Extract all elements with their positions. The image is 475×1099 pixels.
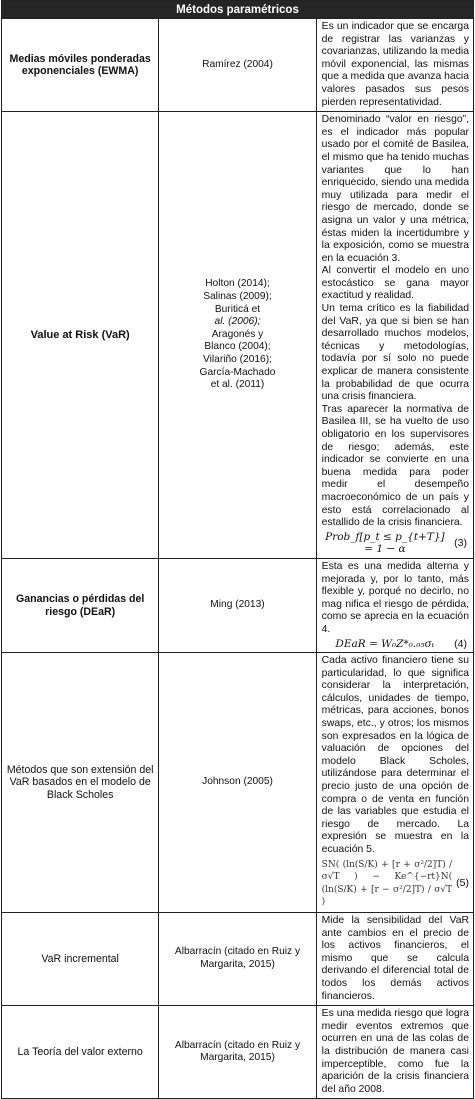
- equation-number: (3): [454, 537, 467, 550]
- equation-formula: SN( (ln(S/K) + [r + σ²/2]T) / σ√T ) − Ke^{−rt}N( (ln(S/K) + [r − σ²/2]T) / σ√T ): [321, 859, 453, 908]
- table-row: [2, 912, 474, 1005]
- equation-number: (5): [456, 877, 469, 890]
- description-paragraph: Denominado “valor en riesgo”, es el indicador más popular usado por el comité de Basilea, el mismo que ha tenido muchas variantes que lo han enriquecido, siendo una medida muy utilizada para medir el riesgo de mercado, donde se asigna un valor y una métrica, éstas miden la incertidumbre y la exposición, como se muestra en la ecuación 3.: [321, 114, 469, 264]
- table-row: [2, 19, 474, 112]
- method-authors: Johnson (2005): [159, 653, 316, 913]
- equation-4: [322, 638, 467, 651]
- author-line: Salinas (2009);: [203, 290, 272, 302]
- method-description: [316, 912, 473, 1005]
- method-name: Medias móviles ponderadas exponenciales (EWMA): [2, 19, 159, 112]
- method-name: Ganancias o pérdidas del riesgo (DEaR): [2, 558, 159, 652]
- description-paragraph: Es una medida riesgo que logra medir eventos extremos que ocurren en una de las colas de la distribución de manera casi imperceptible, como fue la aparición de la crisis financiera del año 2008.: [321, 1008, 469, 1095]
- method-description: [316, 112, 473, 559]
- method-name: Métodos que son extensión del VaR basados en el modelo de Black Scholes: [2, 653, 159, 913]
- author-line: Vilariño (2016);: [203, 353, 272, 365]
- parametric-methods-table: [1, 0, 474, 1099]
- author-line: García-Machado: [199, 366, 276, 378]
- table-row: [2, 1006, 474, 1099]
- method-description: [316, 558, 473, 652]
- author-line: et al. (2011): [210, 379, 265, 391]
- equation-5: [322, 859, 469, 909]
- method-authors: Albarracín (citado en Ruiz y Margarita, 2015): [159, 1006, 316, 1099]
- author-line: Buriticá et: [214, 303, 261, 315]
- description-paragraph: Mide la sensibilidad del VaR ante cambios en el precio de los activos financieros, el mismo que se calcula derivando el diferencial total de todos los demás activos financieros.: [321, 914, 469, 1002]
- method-authors: Ming (2013): [159, 558, 316, 652]
- table-header: Métodos paramétricos: [2, 1, 474, 19]
- method-name: Value at Risk (VaR): [2, 112, 159, 559]
- author-line: Holton (2014);: [205, 278, 270, 290]
- method-description: [316, 653, 473, 913]
- description-paragraph: Un tema crítico es la fiabilidad del VaR, ya que si bien se han desarrollado muchos modelos, técnicas y metodologías, todavía por sí solo no puede explicar de manera consistente la probabilidad de que ocurra una crisis financiera.: [321, 303, 469, 403]
- description-paragraph: Esta es una medida alterna y mejorada y, por lo tanto, más flexible y, porqué no decirlo, no mag nifica el riesgo de pérdida, como se aprecia en la ecuación 4.: [321, 560, 469, 635]
- author-line: Blanco (2004);: [204, 341, 271, 353]
- author-line: al. (2006);: [214, 316, 261, 328]
- description-paragraph: Cada activo financiero tiene su particularidad, lo que significa considerar la interpretación, cálculos, unidades de tiempo, métricas, para acciones, bonos swaps, etc., y otros; los mismos son expresados en la lógica de valuación de opciones del modelo Black Scholes, utilizándose para determinar el precio justo de una opción de compra o de venta en función de las variables que estudia el riesgo de mercado. La expresión se muestra en la ecuación 5.: [321, 655, 469, 855]
- table-row: [2, 653, 474, 913]
- method-authors: Ramírez (2004): [159, 19, 316, 112]
- method-description: [316, 19, 473, 112]
- equation-formula: Prob_f[p_t ≤ p_{t+T}] = 1 − α: [325, 530, 445, 556]
- equation-3: [322, 531, 467, 556]
- table-row: [2, 558, 474, 652]
- description-paragraph: Al convertir el modelo en uno estocástico se gana mayor exactitud y realidad.: [321, 265, 469, 302]
- method-description: [316, 1006, 473, 1099]
- description-paragraph: Tras aparecer la normativa de Basilea III, se ha vuelto de uso obligatorio en los supervisores de riesgo; además, este indicador se convierte en una buena medida para poder medir el desempeño macroeconómico de un país y esto está correlacionado al estallido de la crisis financiera.: [321, 403, 469, 529]
- table-row: [2, 112, 474, 559]
- author-line: Aragonés y: [211, 328, 264, 340]
- equation-formula: DEaR = W₀Z*₀.₀₅σₜ: [335, 637, 435, 650]
- method-authors: Albarracín (citado en Ruiz y Margarita, 2015): [159, 912, 316, 1005]
- equation-number: (4): [454, 637, 467, 650]
- method-authors: [159, 112, 316, 559]
- method-name: VaR incremental: [2, 912, 159, 1005]
- description-paragraph: Es un indicador que se encarga de registrar las varianzas y covarianzas, utilizando la media móvil exponencial, las mismas que a medida que avanza hacia valores pasados sus pesos pierden representatividad.: [321, 21, 469, 108]
- method-name: La Teoría del valor externo: [2, 1006, 159, 1099]
